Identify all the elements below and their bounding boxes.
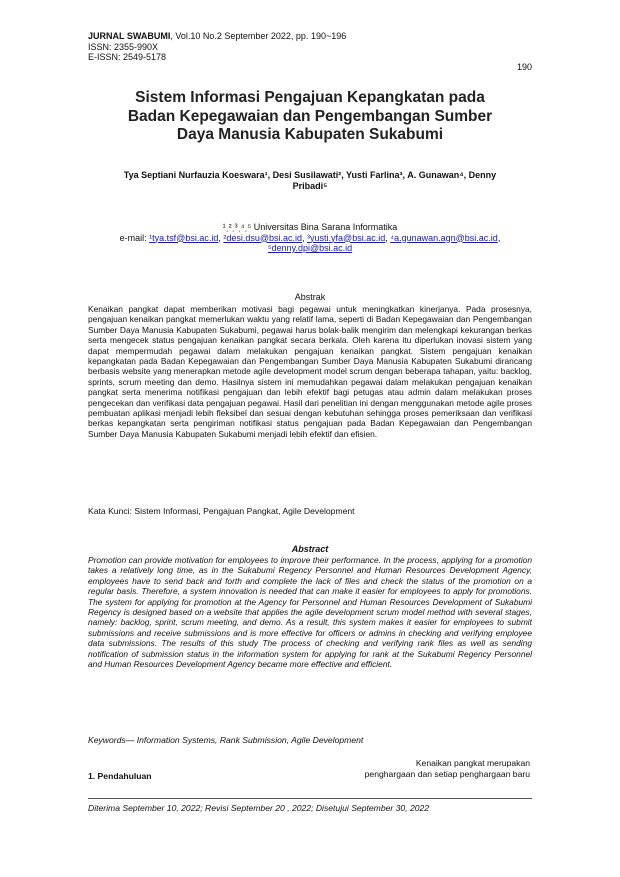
affiliation: ¹ˌ²ˌ³ˌ⁴ˌ⁵ Universitas Bina Sarana Informatika: [222, 222, 398, 232]
paper-title: [60, 89, 560, 145]
email-link[interactable]: ³yusti.yfa@bsi.ac.id: [307, 232, 386, 243]
authors: [80, 170, 540, 192]
journal-volume: , Vol.10 No.2 September 2022, pp. 190~196: [170, 31, 347, 41]
eissn: E-ISSN: 2549-5178: [88, 52, 167, 62]
email-link[interactable]: ⁵denny.dpi@bsi.ac.id: [267, 243, 353, 253]
email-label: e-mail:: [119, 232, 150, 243]
intro-line: penghargaan dan setiap penghargaan baru: [364, 768, 530, 779]
footer-divider: [88, 798, 532, 799]
title-line: Sistem Informasi Pengajuan Kepangkatan pada: [135, 89, 485, 106]
authors-line: Pribadi⁵: [292, 181, 328, 191]
journal-citation: [88, 31, 346, 42]
abstract-heading: Abstract: [291, 544, 329, 554]
affiliation-block: [80, 222, 540, 254]
footer-dates: Diterima September 10, 2022; Revisi September 20 , 2022; Disetujui September 30, 2022: [88, 803, 430, 813]
issn: ISSN: 2355-990X: [88, 41, 159, 52]
title-line: Daya Manusia Kabupaten Sukabumi: [176, 126, 444, 143]
keywords: Keywords— Information Systems, Rank Submission, Agile Development: [88, 735, 364, 745]
email-list-2: [80, 243, 540, 254]
intro-line: Kenaikan pangkat merupakan: [415, 758, 530, 768]
email-list: e-mail: ¹tya.tsf@bsi.ac.id, ²desi.dsu@bsi.ac.id, ³yusti.yfa@bsi.ac.id, ⁴a.gunawan.agn@bsi.ac.id,: [119, 232, 501, 243]
kata-kunci: Kata Kunci: Sistem Informasi, Pengajuan Pangkat, Agile Development: [88, 506, 355, 516]
section-heading: 1. Pendahuluan: [88, 771, 152, 781]
email-link[interactable]: ¹tya.tsf@bsi.ac.id: [149, 232, 219, 243]
abstrak-text: Kenaikan pangkat dapat memberikan motivasi bagi pegawai untuk meningkatkan kinerjanya. Pada prosesnya, pengajuan kenaikan pangkat memerlukan waktu yang relatif lama, seperti di Badan Kepegawaian dan Pengembangan Sumber Daya Manusia Kabupaten Sukabumi, pegawai harus bolak-balik mengirim dan melengkapi kekurangan berkas serta mengecek status pengajuan kenaikan pangkat secara berkala. Oleh karena itu diperlukan inovasi sistem yang dapat mempermudah pegawai dalam melakukan pengajuan kenaikan pangkat. Sistem pengajuan kenaikan kepangkatan pada Badan Kepegawaian dan Pengembangan Sumber Daya Manusia Kabupaten Sukabumi dirancang berbasis website yang menerapkan metode agile development model scrum dengan beberapa tahapan, yaitu: backlog, sprints, scrum meeting dan demo. Hasilnya sistem ini memudahkan pegawai dalam melakukan pengajuan kenaikan pangkat serta menerima notifikasi pengajuan dan lebih efektif bagi petugas atau admin dalam melakukan proses pengecekan dan verifikasi data pengajuan pegawai. Hasil dari penelitian ini dengan menggunakan metode agile proses pembuatan aplikasi menjadi lebih fleksibel dan sesuai dengan kebutuhan sehingga proses pemeriksaan dan verifikasi berkas kepangkatan serta pengiriman notifikasi status pengajuan pada Badan Kepegawaian dan Pengembangan Sumber Daya Manusia Kabupaten Sukabumi menjadi lebih efektif dan efisien.: [88, 304, 532, 439]
abstrak-heading: Abstrak: [294, 292, 326, 302]
journal-name: JURNAL SWABUMI: [88, 31, 171, 41]
abstract-text: Promotion can provide motivation for employees to improve their performance. In the process, applying for a promotion takes a relatively long time, as in the Sukabumi Regency Personnel and Human Resources Development Agency, employees have to send back and forth and complete the lack of files and check the status of the promotion on a regular basis. Therefore, a system innovation is needed that can make it easier for employees to apply for promotions. The system for applying for promotion at the Agency for Personnel and Human Resources Development of Sukabumi Regency is designed based on a website that applies the agile development scrum model method with several stages, namely: backlog, sprint, scrum meeting, and demo. As a result, this system makes it easier for employees to submit submissions and receive submissions and is more effective for officers or admins in checking and verifying employee data submissions. The results of this study The process of checking and verifying rank files as well as sending notification of submission status in the information system for applying for rank at the Sukabumi Regency Personnel and Human Resources Development Agency became more effective and efficient.: [88, 555, 532, 670]
email-link[interactable]: ⁴a.gunawan.agn@bsi.ac.id: [390, 232, 498, 243]
email-link[interactable]: ²desi.dsu@bsi.ac.id: [223, 232, 303, 243]
authors-line: Tya Septiani Nurfauzia Koeswara¹, Desi Susilawati², Yusti Farlina³, A. Gunawan⁴, Denny: [123, 170, 497, 180]
journal-header: [88, 31, 346, 63]
page-number: 190: [516, 62, 532, 72]
intro-column: [330, 758, 530, 779]
title-line: Badan Kepegawaian dan Pengembangan Sumber: [127, 107, 493, 125]
